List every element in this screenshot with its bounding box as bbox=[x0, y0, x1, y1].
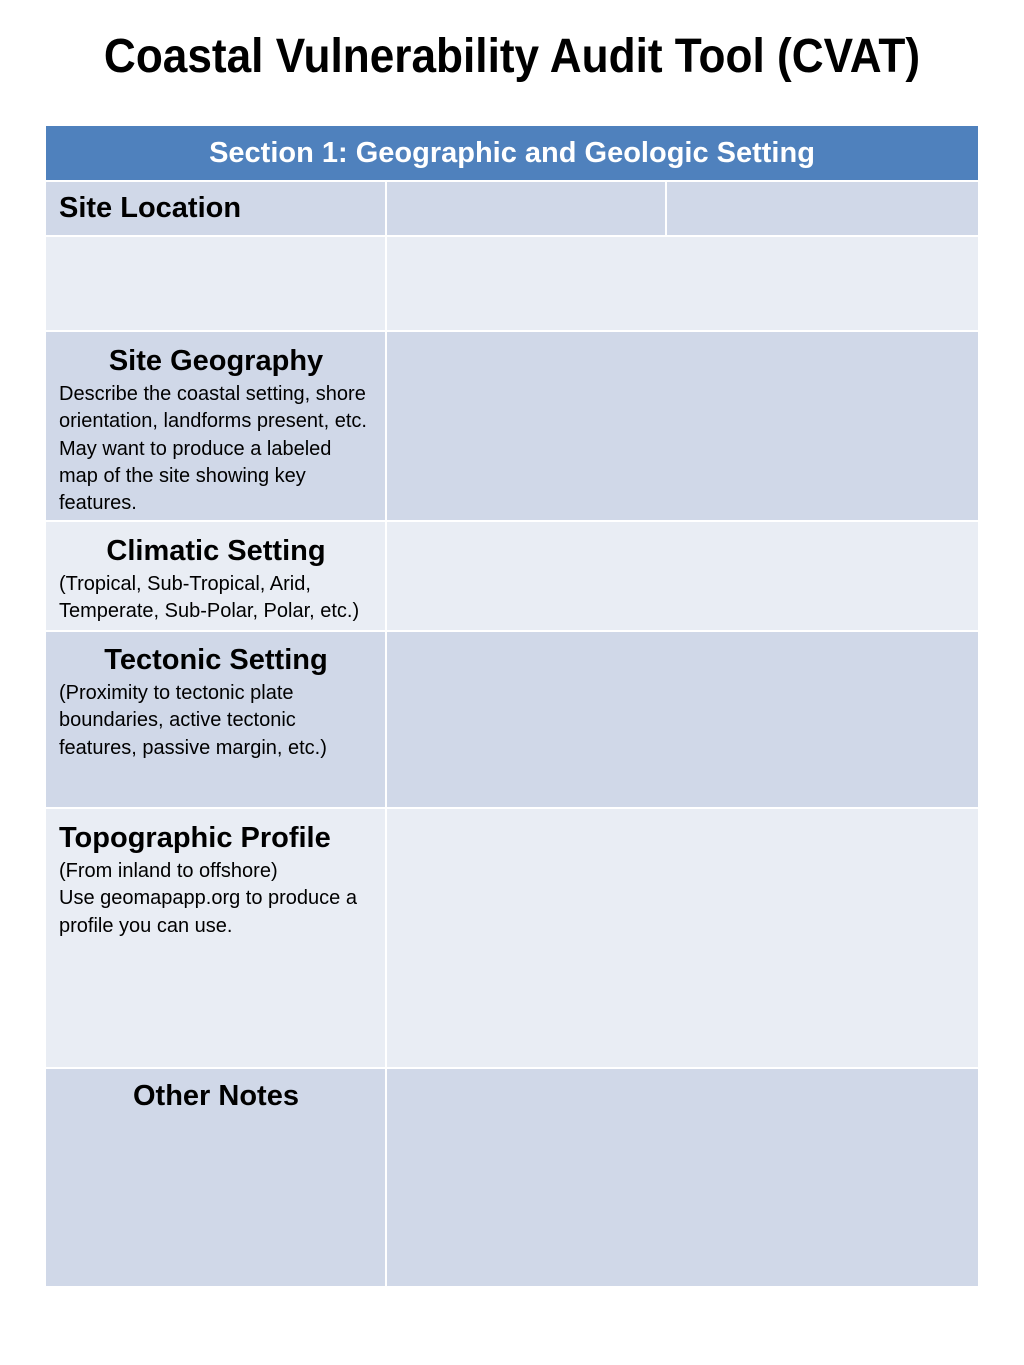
page-title: Coastal Vulnerability Audit Tool (CVAT) bbox=[103, 30, 921, 83]
tectonic-setting-label-cell bbox=[46, 632, 385, 807]
climatic-setting-title: Climatic Setting bbox=[106, 535, 326, 567]
site-geography-label-cell bbox=[46, 332, 385, 520]
topographic-profile-description-line2: Use geomapapp.org to produce a profile you can use. bbox=[59, 887, 357, 937]
blank-field[interactable] bbox=[387, 237, 978, 330]
climatic-setting-label-cell bbox=[46, 522, 385, 630]
other-notes-title: Other Notes bbox=[133, 1080, 299, 1112]
topographic-profile-title: Topographic Profile bbox=[59, 822, 331, 854]
topographic-profile-label-cell bbox=[46, 809, 385, 1067]
topographic-profile-description bbox=[59, 858, 373, 940]
site-location-field-1[interactable] bbox=[387, 182, 665, 235]
topographic-profile-field[interactable] bbox=[387, 809, 978, 1067]
climatic-setting-description: (Tropical, Sub-Tropical, Arid, Temperate, Sub-Polar, Polar, etc.) bbox=[59, 573, 360, 623]
audit-form-table bbox=[46, 126, 978, 1286]
other-notes-field[interactable] bbox=[387, 1069, 978, 1286]
tectonic-setting-description: (Proximity to tectonic plate boundaries, active tectonic features, passive margin, etc.) bbox=[59, 682, 327, 759]
site-geography-description: Describe the coastal setting, shore orientation, landforms present, etc. May want to produce a labeled map of the site showing key features. bbox=[59, 383, 367, 515]
site-geography-title: Site Geography bbox=[108, 345, 324, 377]
tectonic-setting-field[interactable] bbox=[387, 632, 978, 807]
site-location-label-cell bbox=[46, 182, 385, 235]
section-header: Section 1: Geographic and Geologic Setting bbox=[46, 126, 978, 180]
site-location-field-2[interactable] bbox=[667, 182, 978, 235]
climatic-setting-field[interactable] bbox=[387, 522, 978, 630]
site-geography-field[interactable] bbox=[387, 332, 978, 520]
site-location-label: Site Location bbox=[59, 192, 242, 224]
other-notes-label-cell bbox=[46, 1069, 385, 1286]
blank-label-cell bbox=[46, 237, 385, 330]
tectonic-setting-title: Tectonic Setting bbox=[104, 644, 328, 676]
topographic-profile-description-line1: (From inland to offshore) bbox=[59, 860, 278, 882]
